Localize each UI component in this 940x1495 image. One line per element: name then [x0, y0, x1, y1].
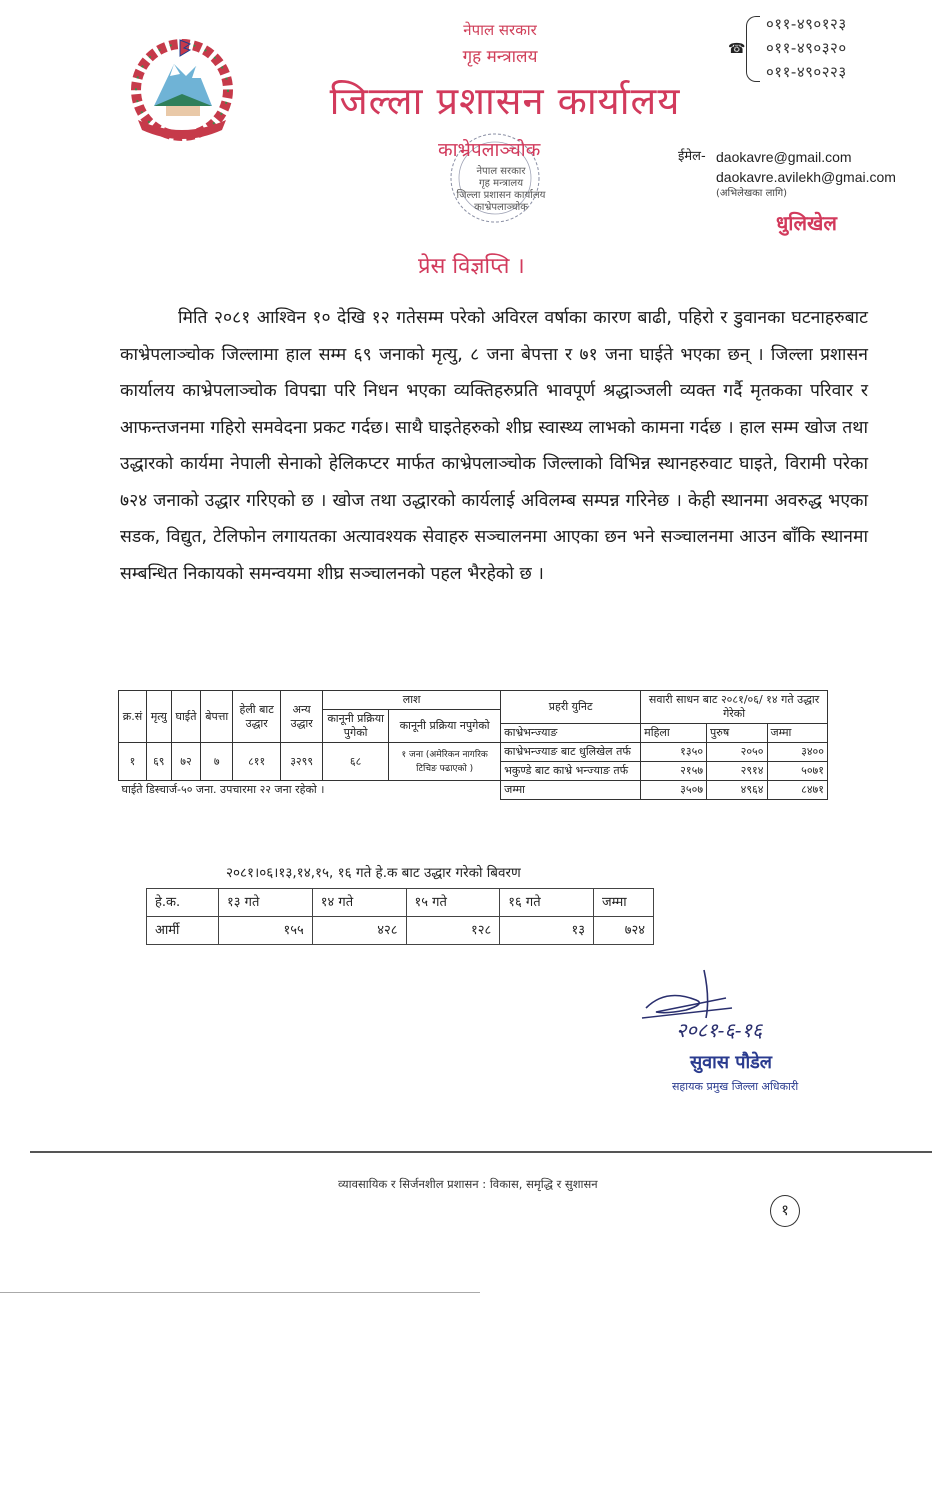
email-primary: daokavre@gmail.com — [716, 149, 852, 165]
heli-cell: १५५ — [219, 917, 313, 945]
signatory-name: सुवास पौडेल — [690, 1052, 772, 1073]
district-name: काभ्रेपलाञ्चोक — [438, 139, 541, 161]
government-name: नेपाल सरकार — [463, 21, 537, 39]
header-missing: बेपत्ता — [201, 691, 233, 743]
heli-header: १३ गते — [219, 889, 313, 917]
brace-icon — [746, 16, 760, 82]
email-note: (अभिलेखका लागि) — [716, 188, 788, 199]
header-vehicle-rescue: सवारी साधन बाट २०८१/०६/ १४ गते उद्धार गेरेको — [641, 691, 828, 724]
place-name: धुलिखेल — [776, 211, 837, 235]
phone-list — [766, 12, 847, 84]
cell-missing: ७ — [201, 743, 233, 781]
cell-male: २०५० — [707, 743, 767, 762]
heli-cell: १२८ — [406, 917, 500, 945]
heli-header: हे.क. — [147, 889, 219, 917]
heli-cell: १३ — [500, 917, 594, 945]
stamp-line: गृह मन्त्रालय — [478, 178, 524, 189]
nepal-emblem-logo — [124, 36, 240, 144]
header-legal-pending: कानूनी प्रक्रिया नपुगेको — [389, 710, 501, 743]
cell-female: १३५० — [641, 743, 707, 762]
phone-number: ०११-४९०१२३ — [766, 15, 847, 33]
email-block — [678, 148, 928, 204]
cell-male-total: ४९६४ — [707, 781, 767, 800]
header-male: पुरुष — [707, 724, 767, 743]
header-sn: क्र.सं — [119, 691, 147, 743]
cell-legal-done: ६८ — [323, 743, 389, 781]
signature-date: २०८१-६-१६ — [676, 1018, 763, 1042]
footer-divider — [30, 1151, 932, 1153]
stamp-line: जिल्ला प्रशासन कार्यालय — [456, 190, 546, 201]
heli-rescue-table — [146, 888, 654, 945]
page-edge-line — [0, 1292, 480, 1293]
header-other-rescue: अन्य उद्धार — [281, 691, 323, 743]
police-unit-name: काभ्रेभन्ज्याङ बाट धुलिखेल तर्फ — [501, 743, 641, 762]
police-unit-total-label: जम्मा — [501, 781, 641, 800]
signature-scribble — [636, 968, 836, 1024]
heli-header: १५ गते — [406, 889, 500, 917]
cell-grand-total: ८४७१ — [767, 781, 828, 800]
press-release-body: मिति २०८१ आश्विन १० देखि १२ गतेसम्म परेको अविरल वर्षाका कारण बाढी, पहिरो र डुवानका घटनाहरुबाट काभ्रेपलाञ्चोक जिल्लामा हाल सम्म ६९ जनाको मृत्यु, ८ जना बेपत्ता र ७१ जना घाईते भएका छन् । जिल्ला प्रशासन कार्यालय काभ्रेपलाञ्चोक विपद्मा परि निधन भएका व्यक्तिहरुप्रति भावपूर्ण श्रद्धाञ्जली व्यक्त गर्दै मृतकका परिवार र आफन्तजनमा गहिरो समवेदना प्रकट गर्दछ। साथै घाइतेहरुको शीघ्र स्वास्थ्य लाभको कामना गर्दछ । हाल सम्म खोज तथा उद्धारको कार्यमा नेपाली सेनाको हेलिकप्टर मार्फत काभ्रेपलाञ्चोक जिल्लाको विभिन्न स्थानहरुवाट घाइते, विरामी परेका ७२४ जनाको उद्धार गरिएको छ । खोज तथा उद्धारको कार्यलाई अविलम्ब सम्पन्न गरिनेछ । केही स्थानमा अवरुद्ध भएका सडक, विद्युत, टेलिफोन लगायतका अत्यावश्यक सेवाहरु सञ्चालनमा आएका छन भने सञ्चालनमा आउन बाँकि स्थानमा सम्बन्धित निकायको समन्वयमा शीघ्र सञ्चालनको पहल भैरहेको छ । — [120, 308, 868, 584]
header-bodies: लाश — [323, 691, 501, 710]
phone-number: ०११-४९०२२३ — [766, 63, 847, 81]
cell-female: २१५७ — [641, 762, 707, 781]
header-injured: घाईते — [171, 691, 201, 743]
discharge-note-cell — [119, 781, 501, 800]
cell-injured: ७२ — [171, 743, 201, 781]
office-name: जिल्ला प्रशासन कार्यालय — [329, 79, 681, 123]
header-police-unit: प्रहरी युनिट — [501, 691, 641, 724]
page-number: १ — [770, 1195, 800, 1227]
cell-other-rescue: ३२९९ — [281, 743, 323, 781]
casualty-table — [118, 690, 828, 800]
press-release-title: प्रेस विज्ञप्ति । — [418, 254, 525, 279]
stamp-line: काभ्रेपलाञ्चोक — [474, 202, 528, 213]
header-heli-rescue: हेली बाट उद्धार — [233, 691, 281, 743]
heli-table-caption: २०८१।०६।१३,१४,१५, १६ गते हे.क बाट उद्धार गरेको बिवरण — [226, 865, 521, 881]
heli-row-label: आर्मी — [147, 917, 219, 945]
police-unit-name: काभ्रेभन्ज्याङ — [501, 724, 641, 743]
cell-total: ३४०० — [767, 743, 828, 762]
heli-cell: ४२८ — [312, 917, 406, 945]
email-archive: daokavre.avilekh@gmai.com — [716, 169, 896, 185]
stamp-line: नेपाल सरकार — [476, 166, 526, 177]
header-legal-done: कानूनी प्रक्रिया पुगेको — [323, 710, 389, 743]
cell-female-total: ३५०७ — [641, 781, 707, 800]
cell-death: ६९ — [147, 743, 172, 781]
police-unit-name: भकुण्डे बाट काभ्रे भन्ज्याङ तर्फ — [501, 762, 641, 781]
heli-total: ७२४ — [594, 917, 654, 945]
discharge-note: घाईते डिस्चार्ज-५० जना. उपचारमा २२ जना रहेको । — [121, 783, 325, 797]
footer-motto: व्यावसायिक र सिर्जनशील प्रशासन : विकास, समृद्धि र सुशासन — [338, 1177, 598, 1191]
cell-heli-rescue: ८११ — [233, 743, 281, 781]
email-label: ईमेल- — [678, 149, 706, 164]
signatory-title: सहायक प्रमुख जिल्ला अधिकारी — [672, 1080, 799, 1093]
heli-header: १६ गते — [500, 889, 594, 917]
heli-header: जम्मा — [594, 889, 654, 917]
header-total: जम्मा — [767, 724, 828, 743]
ministry-name: गृह मन्त्रालय — [462, 47, 538, 67]
cell-legal-pending: १ जना (अमेरिकन नागरिक टिचिङ फ्ढाएको ) — [389, 743, 501, 781]
cell-male: २९१४ — [707, 762, 767, 781]
header-death: मृत्यु — [147, 691, 172, 743]
cell-sn: १ — [119, 743, 147, 781]
cell-total: ५०७१ — [767, 762, 828, 781]
phone-number: ०११-४९०३२० — [766, 39, 847, 57]
stamp-text — [446, 166, 556, 214]
telephone-icon: ☎ — [728, 41, 746, 57]
heli-header: १४ गते — [312, 889, 406, 917]
phone-numbers — [728, 12, 908, 88]
header-female: महिला — [641, 724, 707, 743]
